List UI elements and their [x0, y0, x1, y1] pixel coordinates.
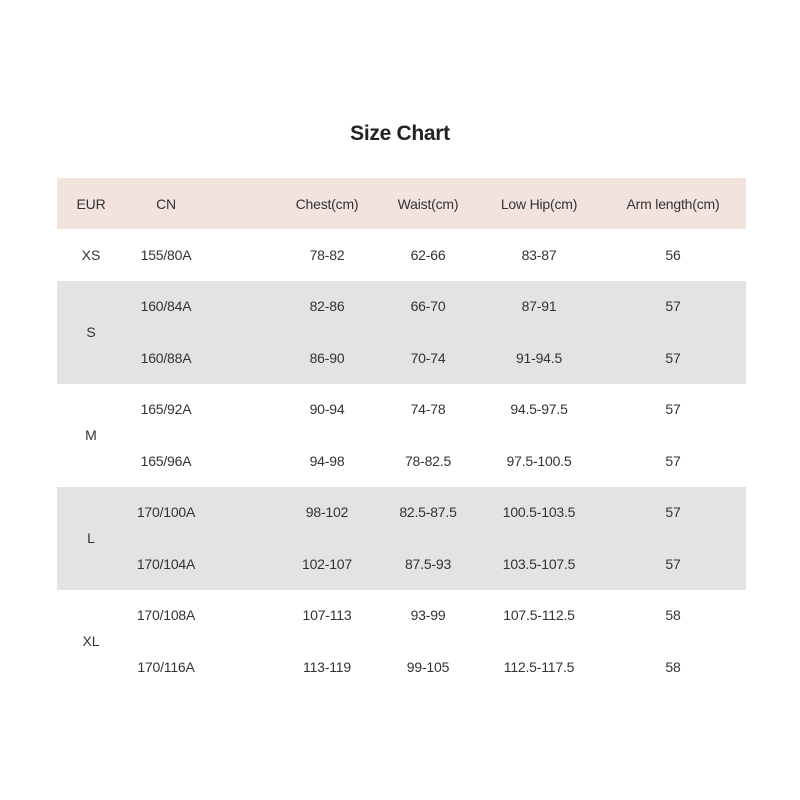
cn-size-cell: 170/104A	[136, 555, 196, 572]
low-hip-cell: 100.5-103.5	[502, 504, 576, 521]
eur-size-label: M	[85, 427, 97, 443]
waist-cell: 62-66	[410, 246, 446, 263]
table-row	[57, 229, 746, 281]
waist-cell: 70-74	[410, 349, 446, 366]
size-chart-table	[57, 178, 746, 693]
table-row	[57, 487, 746, 539]
chest-cell: 82-86	[309, 298, 345, 315]
page-title: Size Chart	[350, 122, 450, 145]
cn-size-cell: 160/88A	[140, 349, 192, 366]
header-arm-length: Arm length(cm)	[626, 195, 720, 212]
arm-length-cell: 58	[665, 658, 681, 675]
table-row	[57, 332, 746, 384]
low-hip-cell: 103.5-107.5	[502, 555, 576, 572]
eur-size-label: XL	[82, 633, 100, 649]
chest-cell: 102-107	[302, 555, 352, 572]
low-hip-cell: 91-94.5	[515, 349, 563, 366]
eur-size-label: L	[87, 530, 95, 546]
cn-size-cell: 170/100A	[136, 504, 196, 521]
chest-cell: 113-119	[303, 658, 351, 675]
table-row	[57, 281, 746, 333]
size-group-s	[57, 281, 746, 384]
header-chest: Chest(cm)	[295, 195, 359, 212]
header-eur: EUR	[76, 195, 106, 212]
chest-cell: 98-102	[305, 504, 349, 521]
table-row	[57, 435, 746, 487]
table-row	[57, 538, 746, 590]
low-hip-cell: 107.5-112.5	[503, 607, 575, 624]
waist-cell: 66-70	[410, 298, 446, 315]
chest-cell: 94-98	[309, 452, 345, 469]
cn-size-cell: 155/80A	[140, 246, 192, 263]
table-row	[57, 590, 746, 642]
eur-size-label: S	[86, 324, 96, 340]
eur-size-label: XS	[81, 246, 101, 263]
arm-length-cell: 57	[665, 349, 681, 366]
arm-length-cell: 58	[665, 607, 681, 624]
waist-cell: 87.5-93	[404, 555, 452, 572]
waist-cell: 99-105	[406, 658, 450, 675]
cn-size-cell: 170/116A	[137, 658, 195, 675]
low-hip-cell: 94.5-97.5	[510, 401, 568, 418]
waist-cell: 74-78	[410, 401, 446, 418]
low-hip-cell: 83-87	[521, 246, 557, 263]
cn-size-cell: 165/92A	[140, 401, 192, 418]
size-group-xs	[57, 229, 746, 281]
arm-length-cell: 56	[665, 246, 681, 263]
waist-cell: 93-99	[410, 607, 446, 624]
waist-cell: 78-82.5	[404, 452, 452, 469]
header-low-hip: Low Hip(cm)	[500, 195, 578, 212]
size-group-xl	[57, 590, 746, 693]
table-row	[57, 641, 746, 693]
cn-size-cell: 170/108A	[136, 607, 196, 624]
size-group-l	[57, 487, 746, 590]
chest-cell: 90-94	[309, 401, 345, 418]
chest-cell: 107-113	[302, 607, 352, 624]
low-hip-cell: 97.5-100.5	[506, 452, 572, 469]
low-hip-cell: 112.5-117.5	[503, 658, 575, 675]
chest-cell: 86-90	[309, 349, 345, 366]
header-cn: CN	[156, 195, 176, 212]
cn-size-cell: 165/96A	[140, 452, 192, 469]
arm-length-cell: 57	[665, 504, 681, 521]
size-group-m	[57, 384, 746, 487]
low-hip-cell: 87-91	[521, 298, 557, 315]
arm-length-cell: 57	[665, 401, 681, 418]
arm-length-cell: 57	[665, 555, 681, 572]
table-row	[57, 384, 746, 436]
arm-length-cell: 57	[665, 298, 681, 315]
waist-cell: 82.5-87.5	[399, 504, 457, 521]
cn-size-cell: 160/84A	[140, 298, 192, 315]
chest-cell: 78-82	[309, 246, 345, 263]
arm-length-cell: 57	[665, 452, 681, 469]
table-header	[57, 178, 746, 229]
header-waist: Waist(cm)	[397, 195, 459, 212]
